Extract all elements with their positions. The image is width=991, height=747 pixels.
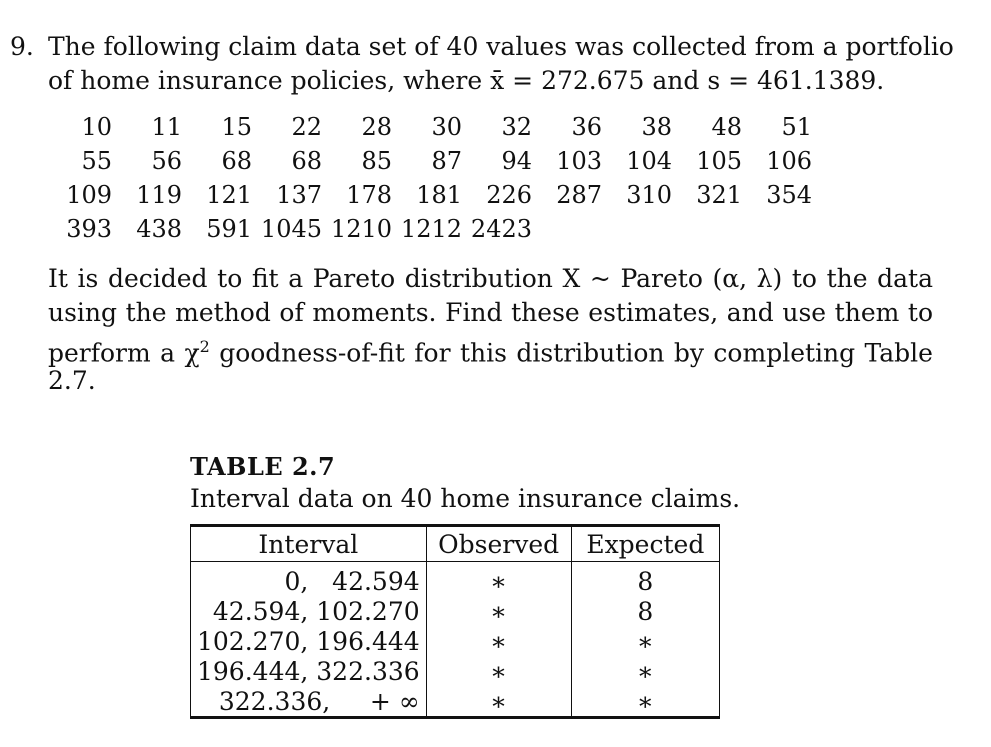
data-value: 438 <box>136 215 182 243</box>
table-row <box>191 596 720 626</box>
expected-cell: 8 <box>571 566 719 596</box>
data-value: 354 <box>766 181 812 209</box>
data-value: 321 <box>696 181 742 209</box>
problem-text-1: The following claim data set of 40 values was collected from a portfolio <box>48 32 954 61</box>
problem-line-2: of home insurance policies, where x̄ = 272.675 and s = 461.1389. <box>48 66 885 95</box>
data-value <box>532 212 602 246</box>
data-value: 310 <box>626 181 672 209</box>
data-value: 30 <box>431 113 462 141</box>
data-value: 15 <box>221 113 252 141</box>
table-caption: Interval data on 40 home insurance claims. <box>190 484 741 513</box>
observed-cell: ∗ <box>426 566 571 596</box>
data-value: 87 <box>431 147 462 175</box>
instruction-line-3 <box>48 330 933 368</box>
data-value: 38 <box>641 113 672 141</box>
data-value: 137 <box>276 181 322 209</box>
claim-data-grid <box>60 110 812 246</box>
data-value: 2423 <box>470 215 532 243</box>
expected-cell: ∗ <box>571 626 719 656</box>
data-value: 287 <box>556 181 602 209</box>
data-value: 55 <box>81 147 112 175</box>
data-value: 226 <box>486 181 532 209</box>
data-value: 591 <box>206 215 252 243</box>
instruction-paragraph <box>48 262 933 398</box>
data-value: 1212 <box>400 215 462 243</box>
table-title: TABLE 2.7 <box>190 452 336 481</box>
problem-statement <box>10 30 954 98</box>
data-value: 10 <box>81 113 112 141</box>
instruction-line-3-post: goodness-of-fit for this distribution by completing Table <box>209 338 933 368</box>
problem-number: 9. <box>10 32 34 61</box>
instruction-line-3-pre: perform a χ <box>48 338 200 368</box>
data-value <box>602 212 672 246</box>
instruction-line-2: using the method of moments. Find these estimates, and use them to <box>48 298 933 327</box>
data-value: 11 <box>151 113 182 141</box>
observed-cell: ∗ <box>426 596 571 626</box>
observed-cell: ∗ <box>426 626 571 656</box>
data-value: 1210 <box>330 215 392 243</box>
interval-table <box>190 524 720 719</box>
expected-cell: 8 <box>571 596 719 626</box>
data-value: 121 <box>206 181 252 209</box>
data-value: 119 <box>136 181 182 209</box>
table-row <box>191 626 720 656</box>
data-row <box>60 178 812 212</box>
data-value: 85 <box>361 147 392 175</box>
data-value: 51 <box>781 113 812 141</box>
data-value: 94 <box>501 147 532 175</box>
problem-line-1 <box>10 30 954 64</box>
interval-cell: 322.336, + ∞ <box>191 686 427 718</box>
header-interval: Interval <box>191 526 427 562</box>
header-expected: Expected <box>571 526 719 562</box>
interval-cell: 42.594, 102.270 <box>191 596 427 626</box>
data-value: 106 <box>766 147 812 175</box>
chi-square-superscript: 2 <box>199 337 210 356</box>
data-row <box>60 144 812 178</box>
data-value: 393 <box>66 215 112 243</box>
table-header-row <box>191 526 720 562</box>
data-value: 32 <box>501 113 532 141</box>
table-row <box>191 566 720 596</box>
data-value: 1045 <box>260 215 322 243</box>
instruction-line-1: It is decided to fit a Pareto distribution X ~ Pareto (α, λ) to the data <box>48 264 933 293</box>
expected-cell: ∗ <box>571 686 719 718</box>
data-value: 109 <box>66 181 112 209</box>
data-value: 48 <box>711 113 742 141</box>
data-row <box>60 110 812 144</box>
data-value: 22 <box>291 113 322 141</box>
expected-cell: ∗ <box>571 656 719 686</box>
data-value: 68 <box>291 147 322 175</box>
table-row <box>191 656 720 686</box>
data-value <box>742 212 812 246</box>
data-value: 103 <box>556 147 602 175</box>
data-value: 178 <box>346 181 392 209</box>
interval-cell: 196.444, 322.336 <box>191 656 427 686</box>
data-value: 36 <box>571 113 602 141</box>
observed-cell: ∗ <box>426 686 571 718</box>
header-observed: Observed <box>426 526 571 562</box>
data-value <box>672 212 742 246</box>
data-value: 28 <box>361 113 392 141</box>
table-row <box>191 686 720 718</box>
data-value: 68 <box>221 147 252 175</box>
interval-cell: 102.270, 196.444 <box>191 626 427 656</box>
data-value: 104 <box>626 147 672 175</box>
interval-cell: 0, 42.594 <box>191 566 427 596</box>
data-value: 105 <box>696 147 742 175</box>
data-value: 181 <box>416 181 462 209</box>
data-row <box>60 212 812 246</box>
instruction-line-4: 2.7. <box>48 366 96 395</box>
data-value: 56 <box>151 147 182 175</box>
observed-cell: ∗ <box>426 656 571 686</box>
